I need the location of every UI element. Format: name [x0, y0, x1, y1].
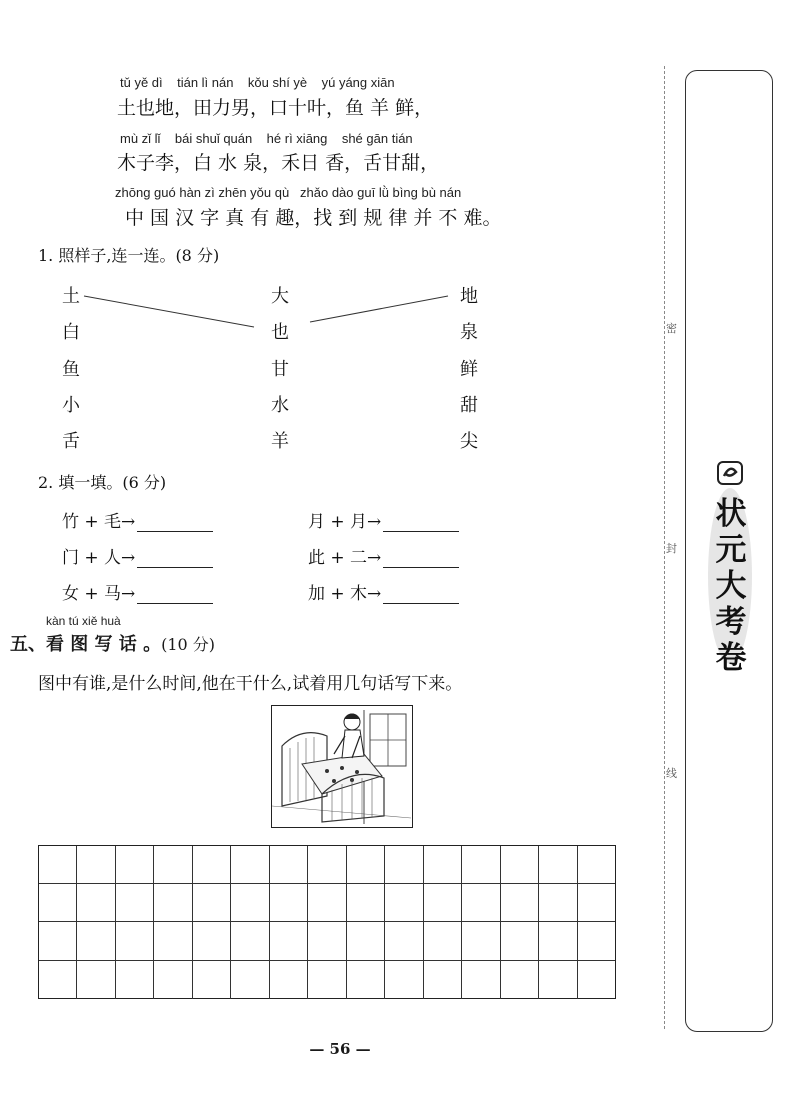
q1-middle-char[interactable]: 水: [271, 395, 289, 416]
grid-cell[interactable]: [578, 961, 615, 999]
grid-cell[interactable]: [385, 961, 423, 999]
grid-cell[interactable]: [385, 846, 423, 883]
grid-cell[interactable]: [308, 922, 346, 959]
grid-cell[interactable]: [462, 846, 500, 883]
grid-cell[interactable]: [308, 884, 346, 921]
grid-cell[interactable]: [116, 922, 154, 959]
rhyme-line2-pinyin: mù zǐ lǐ bái shuǐ quán hé rì xiāng shé gān tián: [120, 131, 413, 146]
section5-pinyin: kàn tú xiě huà: [46, 614, 121, 628]
grid-cell[interactable]: [193, 846, 231, 883]
q2-item: [308, 543, 459, 568]
grid-cell[interactable]: [39, 846, 77, 883]
seal-label-xian: 线: [666, 767, 677, 780]
q1-middle-char[interactable]: 羊: [271, 431, 289, 452]
grid-cell[interactable]: [77, 961, 115, 999]
illustration-drawing: [272, 706, 411, 826]
grid-cell[interactable]: [539, 922, 577, 959]
grid-cell[interactable]: [270, 846, 308, 883]
q1-left-char[interactable]: 土: [62, 286, 80, 307]
grid-cell[interactable]: [270, 884, 308, 921]
grid-cell[interactable]: [231, 884, 269, 921]
q2-item-text: 加 + 木→: [308, 584, 382, 604]
q2-item-text: 女 + 马→: [62, 584, 136, 604]
grid-cell[interactable]: [39, 961, 77, 999]
q1-example-lines: [0, 0, 660, 480]
answer-blank[interactable]: [137, 549, 213, 568]
q2-item-text: 此 + 二→: [308, 548, 382, 568]
grid-cell[interactable]: [462, 922, 500, 959]
grid-cell[interactable]: [308, 961, 346, 999]
grid-cell[interactable]: [270, 922, 308, 959]
grid-cell[interactable]: [270, 961, 308, 999]
q1-left-char[interactable]: 舌: [62, 431, 80, 452]
grid-cell[interactable]: [424, 961, 462, 999]
example-line-left: [84, 296, 254, 327]
q2-item-text: 门 + 人→: [62, 548, 136, 568]
rhyme-line3-hanzi: 中 国 汉 字 真 有 趣，找 到 规 律 并 不 难。: [125, 207, 502, 229]
rhyme-line2-hanzi: 木子李，白 水 泉，禾日 香，舌甘甜，: [117, 152, 440, 174]
grid-cell[interactable]: [77, 922, 115, 959]
example-line-right: [310, 296, 448, 322]
answer-blank[interactable]: [383, 549, 459, 568]
page-number: — 56 —: [309, 1040, 371, 1058]
grid-cell[interactable]: [347, 922, 385, 959]
q2-item: [308, 507, 459, 532]
answer-blank[interactable]: [137, 585, 213, 604]
seal-label-mi: 密: [666, 322, 677, 335]
q1-left-char[interactable]: 白: [62, 322, 80, 343]
grid-row: [39, 961, 615, 999]
grid-cell[interactable]: [462, 884, 500, 921]
grid-cell[interactable]: [193, 922, 231, 959]
grid-cell[interactable]: [539, 961, 577, 999]
grid-cell[interactable]: [39, 922, 77, 959]
grid-cell[interactable]: [154, 961, 192, 999]
q2-item: [62, 579, 213, 604]
q2-item: [62, 507, 213, 532]
grid-cell[interactable]: [347, 846, 385, 883]
grid-cell[interactable]: [539, 884, 577, 921]
grid-cell[interactable]: [501, 922, 539, 959]
grid-cell[interactable]: [578, 922, 615, 959]
boy-making-bed-illustration: [271, 705, 413, 828]
grid-cell[interactable]: [116, 884, 154, 921]
grid-cell[interactable]: [154, 846, 192, 883]
grid-row: [39, 846, 615, 884]
q1-right-char[interactable]: 甜: [460, 395, 478, 416]
q1-middle-char[interactable]: 也: [271, 322, 289, 343]
q2-title: 2. 填一填。(6 分): [38, 473, 167, 492]
grid-cell[interactable]: [385, 884, 423, 921]
rhyme-line1-hanzi: 土也地，田力男，口十叶，鱼 羊 鲜，: [117, 97, 434, 119]
grid-cell[interactable]: [539, 846, 577, 883]
grid-cell[interactable]: [347, 961, 385, 999]
grid-cell[interactable]: [39, 884, 77, 921]
q2-item: [62, 543, 213, 568]
side-brand-panel: [685, 70, 773, 1032]
grid-cell[interactable]: [308, 846, 346, 883]
grid-cell[interactable]: [231, 922, 269, 959]
grid-cell[interactable]: [385, 922, 423, 959]
q1-title: 1. 照样子,连一连。(8 分): [38, 246, 220, 265]
q2-item: [308, 579, 459, 604]
section5-instruction: 图中有谁,是什么时间,他在干什么,试着用几句话写下来。: [38, 674, 463, 694]
grid-cell[interactable]: [501, 884, 539, 921]
q1-left-char[interactable]: 小: [62, 395, 80, 416]
grid-cell[interactable]: [116, 961, 154, 999]
rhyme-line3-pinyin: zhōng guó hàn zì zhēn yǒu qù zhǎo dào guī lǜ bìng bù nán: [115, 185, 462, 200]
brand-name: 状元大考卷: [715, 496, 747, 676]
grid-cell[interactable]: [501, 961, 539, 999]
q2-item-text: 竹 + 毛→: [62, 512, 136, 532]
q1-right-char[interactable]: 地: [460, 286, 478, 307]
grid-cell[interactable]: [424, 884, 462, 921]
answer-blank[interactable]: [137, 513, 213, 532]
q1-middle-char[interactable]: 大: [271, 286, 289, 307]
grid-cell[interactable]: [501, 846, 539, 883]
writing-grid[interactable]: [38, 845, 616, 999]
grid-cell[interactable]: [462, 961, 500, 999]
grid-cell[interactable]: [154, 922, 192, 959]
grid-cell[interactable]: [77, 846, 115, 883]
seal-label-feng: 封: [666, 542, 677, 555]
binding-dashed-line: [664, 66, 665, 1029]
answer-blank[interactable]: [383, 513, 459, 532]
grid-cell[interactable]: [424, 922, 462, 959]
grid-cell[interactable]: [154, 884, 192, 921]
section5-heading: [10, 630, 215, 656]
rhyme-line1-pinyin: tǔ yě dì tián lì nán kǒu shí yè yú yáng xiān: [120, 75, 395, 90]
grid-row: [39, 884, 615, 922]
grid-cell[interactable]: [578, 884, 615, 921]
grid-cell[interactable]: [231, 961, 269, 999]
grid-row: [39, 922, 615, 960]
grid-cell[interactable]: [347, 884, 385, 921]
section5-points: (10 分): [161, 635, 216, 654]
q1-right-char[interactable]: 尖: [460, 431, 478, 452]
q1-right-char[interactable]: 鲜: [460, 359, 478, 380]
grid-cell[interactable]: [578, 846, 615, 883]
grid-cell[interactable]: [231, 846, 269, 883]
grid-cell[interactable]: [424, 846, 462, 883]
q1-middle-char[interactable]: 甘: [271, 359, 289, 380]
answer-blank[interactable]: [383, 585, 459, 604]
section5-heading-text: 五、看 图 写 话 。: [10, 634, 162, 655]
grid-cell[interactable]: [193, 884, 231, 921]
grid-cell[interactable]: [77, 884, 115, 921]
q2-item-text: 月 + 月→: [308, 512, 382, 532]
q1-left-char[interactable]: 鱼: [62, 359, 80, 380]
grid-cell[interactable]: [193, 961, 231, 999]
grid-cell[interactable]: [116, 846, 154, 883]
q1-right-char[interactable]: 泉: [460, 322, 478, 343]
